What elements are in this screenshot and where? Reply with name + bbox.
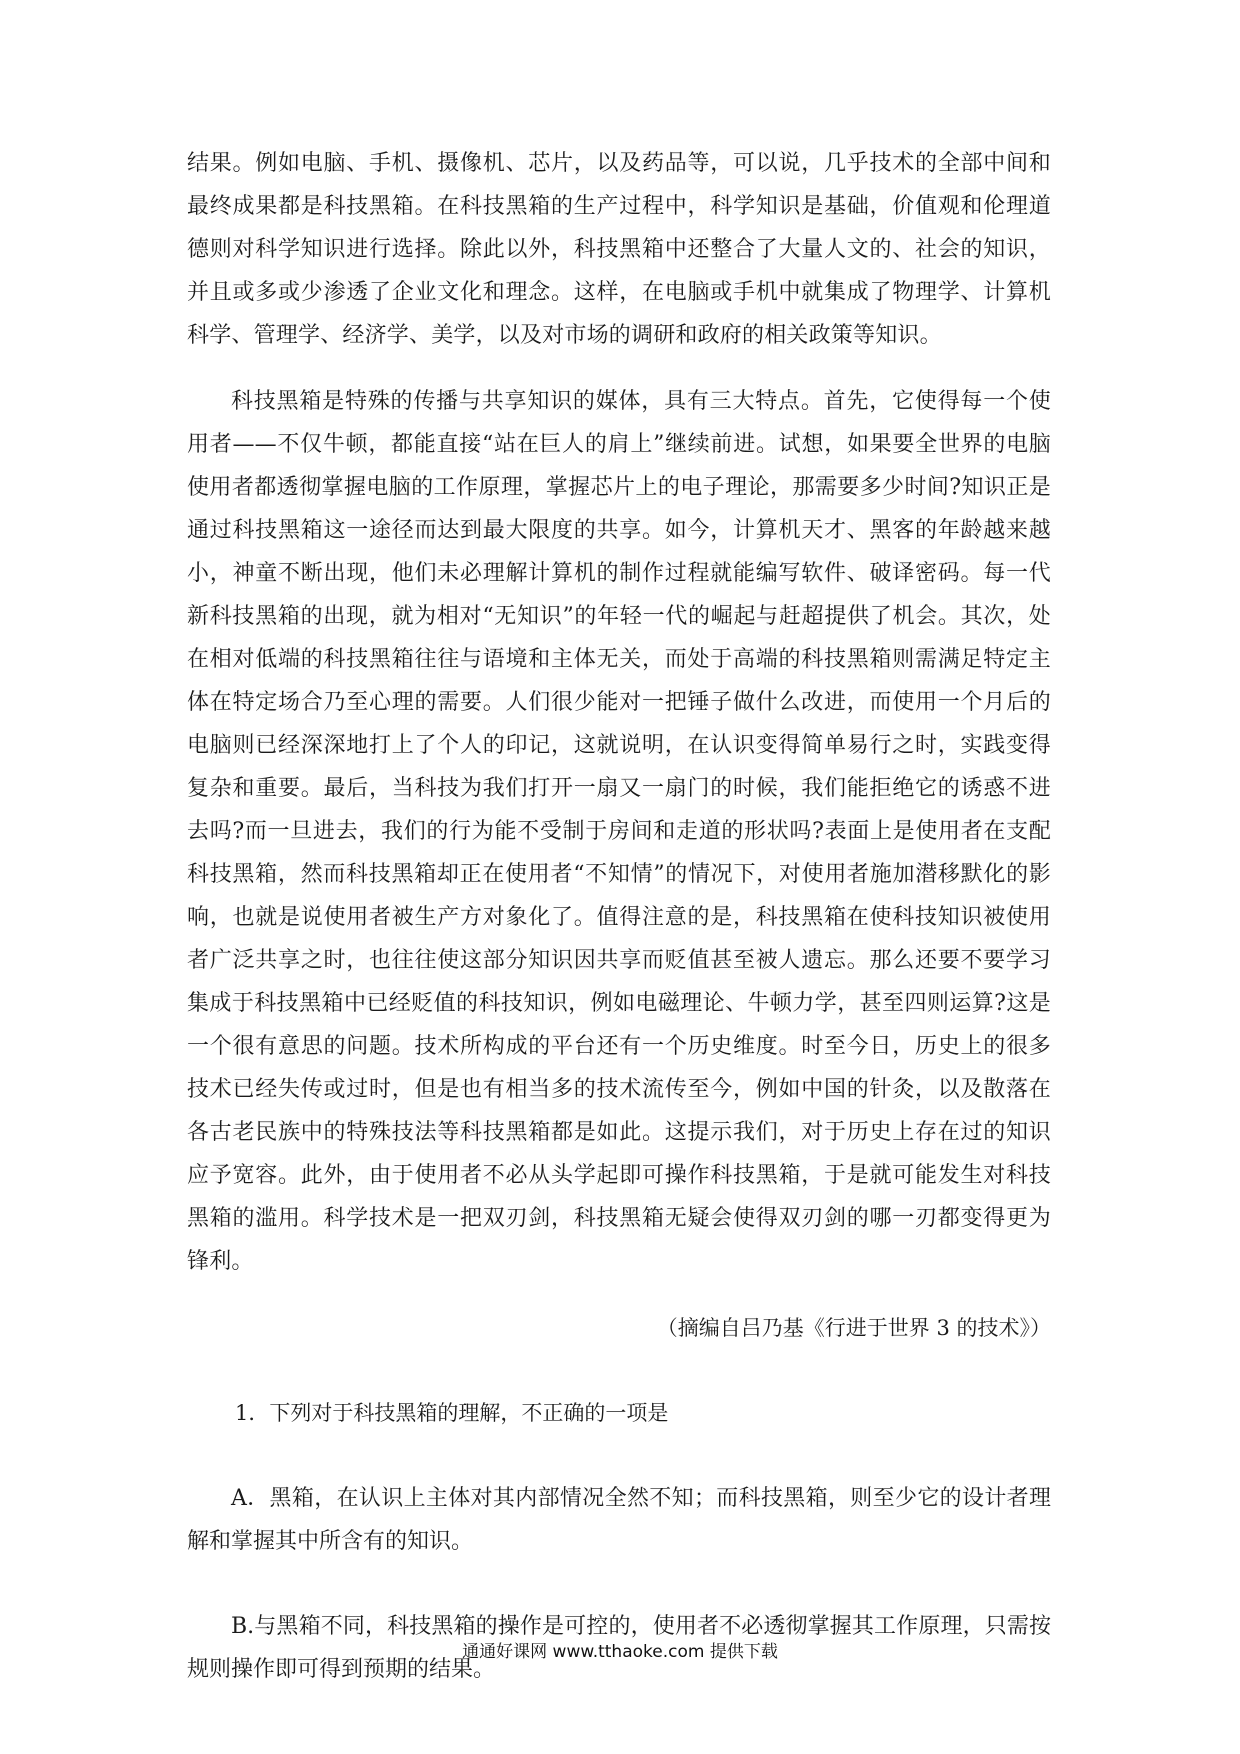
page-footer: 通通好课网 www.tthaoke.com 提供下载 — [462, 1642, 778, 1662]
paragraph-continuation: 结果。例如电脑、手机、摄像机、芯片，以及药品等，可以说，几乎技术的全部中间和最终成果都是科技黑箱。在科技黑箱的生产过程中，科学知识是基础，价值观和伦理道德则对科学知识进行选择。除此以外，科技黑箱中还整合了大量人文的、社会的知识，并且或多或少渗透了企业文化和理念。这样，在电脑或手机中就集成了物理学、计算机科学、管理学、经济学、美学，以及对市场的调研和政府的相关政策等知识。 — [187, 151, 1051, 348]
question-1: 1．下列对于科技黑箱的理解，不正确的一项是 — [235, 1401, 669, 1425]
paragraph-black-box-features: 科技黑箱是特殊的传播与共享知识的媒体，具有三大特点。首先，它使得每一个使用者——不仅牛顿，都能直接“站在巨人的肩上”继续前进。试想，如果要全世界的电脑使用者都透彻掌握电脑的工作原理，掌握芯片上的电子理论，那需要多少时间?知识正是通过科技黑箱这一途径而达到最大限度的共享。如今，计算机天才、黑客的年龄越来越小，神童不断出现，他们未必理解计算机的制作过程就能编写软件、破译密码。每一代新科技黑箱的出现，就为相对“无知识”的年轻一代的崛起与赶超提供了机会。其次，处在相对低端的科技黑箱往往与语境和主体无关，而处于高端的科技黑箱则需满足特定主体在特定场合乃至心理的需要。人们很少能对一把锤子做什么改进，而使用一个月后的电脑则已经深深地打上了个人的印记，这就说明，在认识变得简单易行之时，实践变得复杂和重要。最后，当科技为我们打开一扇又一扇门的时候，我们能拒绝它的诱惑不进去吗?而一旦进去，我们的行为能不受制于房间和走道的形状吗?表面上是使用者在支配科技黑箱，然而科技黑箱却正在使用者“不知情”的情况下，对使用者施加潜移默化的影响，也就是说使用者被生产方对象化了。值得注意的是，科技黑箱在使科技知识被使用者广泛共享之时，也往往使这部分知识因共享而贬值甚至被人遗忘。那么还要不要学习集成于科技黑箱中已经贬值的科技知识，例如电磁理论、牛顿力学，甚至四则运算?这是一个很有意思的问题。技术所构成的平台还有一个历史维度。时至今日，历史上的很多技术已经失传或过时，但是也有相当多的技术流传至今，例如中国的针灸，以及散落在各古老民族中的特殊技法等科技黑箱都是如此。这提示我们，对于历史上存在过的知识应予宽容。此外，由于使用者不必从头学起即可操作科技黑箱，于是就可能发生对科技黑箱的滥用。科学技术是一把双刃剑，科技黑箱无疑会使得双刃剑的哪一刃都变得更为锋利。 — [187, 389, 1051, 1274]
option-a: A．黑箱，在认识上主体对其内部情况全然不知；而科技黑箱，则至少它的设计者理解和掌握其中所含有的知识。 — [187, 1486, 1051, 1554]
source-citation: （摘编自吕乃基《行进于世界 3 的技术》） — [656, 1316, 1051, 1340]
option-b: B.与黑箱不同，科技黑箱的操作是可控的，使用者不必透彻掌握其工作原理，只需按规则操作即可得到预期的结果。 — [187, 1614, 1051, 1682]
document-body — [187, 142, 1051, 1691]
